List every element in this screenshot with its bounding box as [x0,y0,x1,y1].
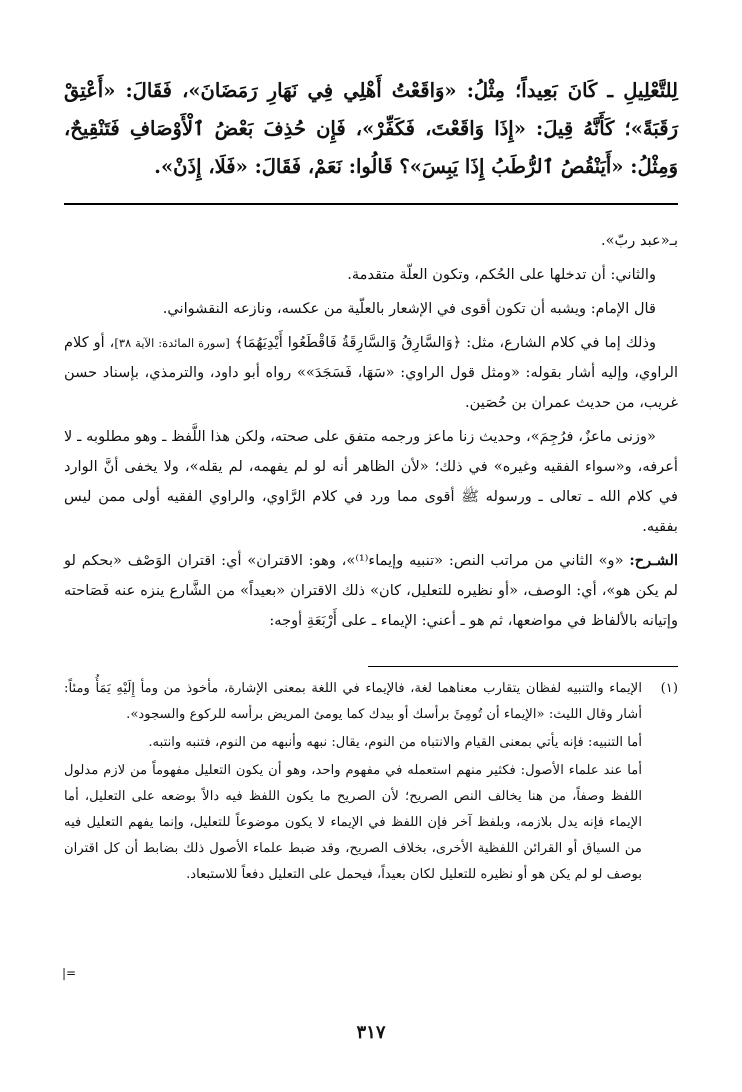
footnote-para-3: أما عند علماء الأصول: فكثير منهم استعمله في مفهوم واحد، وهو أن يكون التعليل مفهوماً من لازم مدلول اللفظ وصفاً، من هنا يخالف النص الصريح؛ لأن الصريح ما يكون اللفظ فيه دالاً بوضعه على التعليل، أما الإيماء فإنه يدل بلازمه، وبلفظ آخر فإن اللفظ في الإيماء لا يكون موضوعاً للتعليل، وإنما يفهم التعليل فيه من السياق أو القرائن اللفظية الأخرى، بخلاف الصريح، وقد ضبط علماء الأصول ذلك بضابط أن كل اقتران بوصف لو لم يكن هو أو نظيره للتعليل لكان بعيداً، فيحمل على التعليل دفعاً للاستبعاد. [64,763,642,882]
paragraph-5: «وزنى ماعزٌ، فرُجِمَ»، وحديث زنا ماعز ورجمه متفق على صحته، ولكن هذا اللَّفظ ـ وهو مطلوبه ـ لا أعرفه، و«سواء الفقيه وغيره» في ذلك؛ «لأن الظاهر أنه لو لم يفهمه، لم يقله»، ولا يخفى أنَّ الوارد في كلام الله ـ تعالى ـ ورسوله ﷺ أقوى مما ورد في كلام الرَّاوي، والراوي الفقيه أولى ممن ليس بفقيه. [64,428,678,535]
sharh-paragraph [64,546,678,636]
matn-text [64,72,678,186]
footnote-number: (١) [660,681,678,696]
footnotes-section [64,676,678,890]
surah-reference: [سورة المائدة: الآية ٣٨] [114,336,230,350]
quran-verse-text: وذلك إما في كلام الشارع، مثل: ﴿وَالسَّارِقُ وَالسَّارِقَةُ فَاقْطَعُوا أَيْدِيَهُمَا﴾ [234,334,657,351]
commentary-body [64,226,678,640]
paragraph-4-rest: ، أو كلام الراوي، وإليه أشار بقوله: «ومثل قول الراوي: «سَهَا، فَسَجَدَ»» رواه أبو داود، والترمذي، بإسناد حسن غريب، من حديث عمران بن حُصَين. [64,334,678,411]
footnote-divider [368,666,678,667]
matn-paragraph: لِلتَّعْلِيلِ ـ كَانَ بَعِيداً؛ مِثْلُ: «وَاقَعْتُ أَهْلِي فِي نَهَارِ رَمَضَانَ»، فَقَالَ: «أَعْتِقْ رَقَبَةً»؛ كَأَنَّهُ قِيلَ: «إِذَا وَاقَعْتَ، فَكَفِّرْ»، فَإِن حُذِفَ بَعْضُ ٱلْأَوْصَافِ فَتَنْقِيحٌ، وَمِثْلُ: «أَيَنْقُصُ ٱلرُّطَبُ إِذَا يَبِسَ»؟ قَالُوا: نَعَمْ، فَقَالَ: «فَلَا، إِذَنْ». [64,79,678,178]
footnote-para-1: الإيماء والتنبيه لفظان يتقارب معناهما لغة، فالإيماء في اللغة بمعنى الإشارة، مأخوذ من ومأ إِلَيْهِ يَمَأُ ومئاً: أشار وقال الليث: «الإيماء أن تُومِئَ برأسك أو بيدك كما يومئ المريض برأسه للركوع والسجود». [64,681,642,722]
sharh-label: الشـرح: [629,552,678,569]
paragraph-3: قال الإمام: ويشبه أن تكون أقوى في الإشعار بالعلّية من عكسه، ونازعه النقشواني. [162,300,656,317]
paragraph-4 [64,328,678,418]
footnote-1 [64,676,678,890]
matn-divider [64,203,678,205]
paragraph-1: بـ«عبد ربّ». [600,232,678,249]
page-number: ٣١٧ [356,1022,386,1043]
footnote-para-2: أما التنبيه: فإنه يأتي بمعنى القيام والانتباه من النوم، يقال: نبهه وأنبهه من النوم، فتنبه وانتبه. [148,735,642,750]
sharh-text: «و» الثاني من مراتب النص: «تنبيه وإيماء⁽¹⁾»، وهو: الاقتران» أي: اقتران الوَصْف «بحكم لو لم يكن هو»، أي: الوصف، «أو نظيره للتعليل، كان» ذلك الاقتران «بعيداً» من الشَّارع ينزه عنه فَصَاحته وإتيانه بالألفاظ في مواضعها، ثم هو ـ أعني: الإيماء ـ على أَرْبَعَةِ أوجه: [64,552,678,629]
paragraph-2: والثاني: أن تدخلها على الحُكم، وتكون العلّة متقدمة. [347,266,656,283]
continuation-mark: =| [62,966,77,980]
footnote-body [64,676,642,890]
